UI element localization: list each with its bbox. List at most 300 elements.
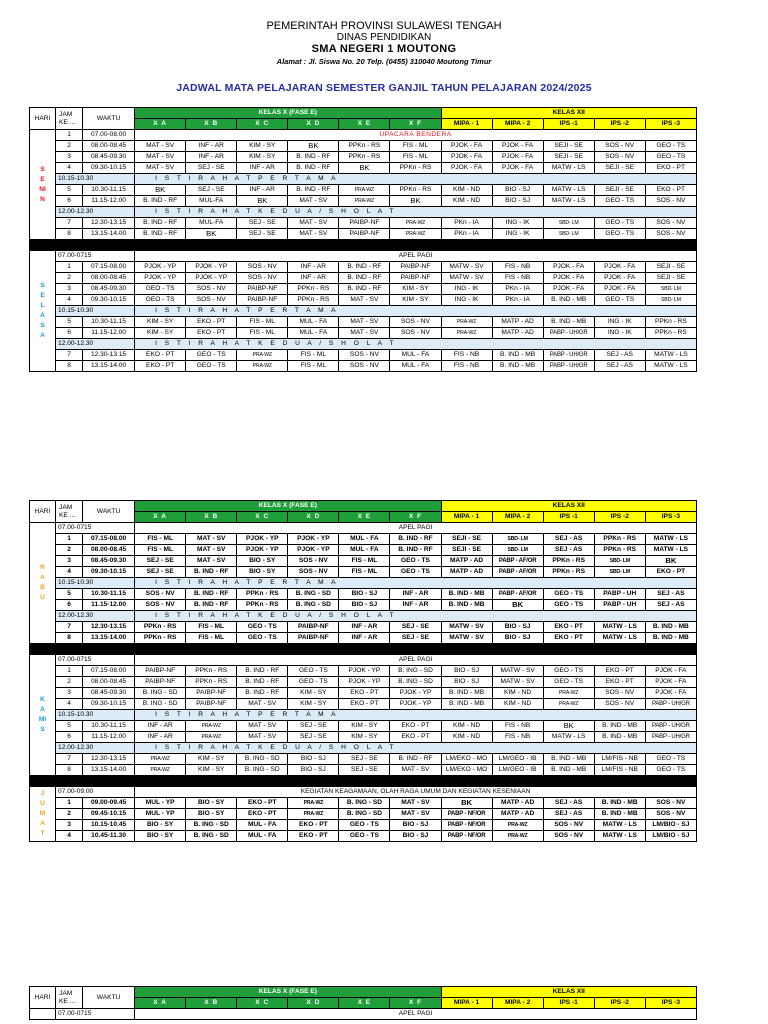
subject-cell: SOS - NV bbox=[339, 350, 390, 361]
subject-cell: MUL - FA bbox=[390, 361, 441, 372]
assembly-row bbox=[30, 787, 697, 798]
subject-cell: INF - AR bbox=[135, 721, 186, 732]
schedule-row bbox=[30, 295, 697, 306]
break-time: 07.00-0715 bbox=[56, 1009, 135, 1020]
header-waktu: WAKTU bbox=[83, 987, 135, 1009]
period-time: 09.30-10.15 bbox=[83, 567, 135, 578]
period-number: 4 bbox=[56, 295, 83, 306]
subject-cell: B. ING - SD bbox=[135, 688, 186, 699]
schedule-row bbox=[30, 545, 697, 556]
subject-cell: PRA-WZ bbox=[186, 732, 237, 743]
subject-cell: FIS - ML bbox=[288, 350, 339, 361]
subject-cell: SOS - NV bbox=[288, 556, 339, 567]
period-time: 10.30-11.15 bbox=[83, 185, 135, 196]
break-label: I S T I R A H A T K E D U A / S H O L A T bbox=[135, 611, 697, 622]
subject-cell: INF - AR bbox=[237, 163, 288, 174]
subject-cell: KIM - SY bbox=[186, 765, 237, 776]
subject-cell: BK bbox=[390, 196, 441, 207]
subject-cell: PJOK - FA bbox=[594, 273, 645, 284]
subject-cell: EKO - PT bbox=[339, 688, 390, 699]
subject-cell: PPKn - RS bbox=[339, 141, 390, 152]
subject-cell: MATW - LS bbox=[543, 196, 594, 207]
subject-cell: B. IND - RF bbox=[135, 218, 186, 229]
day-name: RABU bbox=[40, 564, 45, 601]
subject-cell: GEO - TS bbox=[390, 567, 441, 578]
period-number: 7 bbox=[56, 350, 83, 361]
schedule-title: JADWAL MATA PELAJARAN SEMESTER GANJIL TAHUN PELAJARAN 2024/2025 bbox=[176, 82, 592, 94]
subject-cell: GEO - TS bbox=[237, 622, 288, 633]
subject-cell: PJOK - YP bbox=[135, 273, 186, 284]
subject-cell: PABP - NF/OR bbox=[441, 831, 492, 842]
day-name: SELASA bbox=[40, 282, 45, 339]
subject-cell: MATW - LS bbox=[594, 633, 645, 644]
subject-cell: PJOK - YP bbox=[339, 666, 390, 677]
schedule-row bbox=[30, 185, 697, 196]
subject-cell: ING - IK bbox=[594, 328, 645, 339]
subject-cell: BIO - SJ bbox=[390, 831, 441, 842]
subject-cell: B. IND - RF bbox=[186, 589, 237, 600]
subject-cell: B. IND - MB bbox=[594, 809, 645, 820]
break-time: 10.15-10.30 bbox=[56, 174, 135, 185]
period-number: 8 bbox=[56, 765, 83, 776]
period-number: 6 bbox=[56, 600, 83, 611]
schedule-row bbox=[30, 141, 697, 152]
subject-cell: GEO - TS bbox=[543, 600, 594, 611]
subject-cell: KIM - SY bbox=[339, 732, 390, 743]
subject-cell: BIO - SJ bbox=[492, 622, 543, 633]
subject-cell: SOS - NV bbox=[543, 820, 594, 831]
subject-cell: SEJ - SE bbox=[186, 185, 237, 196]
subject-cell: SEJ - AS bbox=[594, 350, 645, 361]
period-time: 09.45-10.15 bbox=[83, 809, 135, 820]
subject-cell: SOS - NV bbox=[645, 809, 696, 820]
header-kelas-xii: KELAS XII bbox=[441, 108, 696, 119]
period-time: 08.00-08.45 bbox=[83, 545, 135, 556]
subject-cell: SEJ - AS bbox=[543, 809, 594, 820]
subject-cell: PJOK - FA bbox=[543, 273, 594, 284]
header-hari: HARI bbox=[30, 501, 56, 523]
subject-cell: MAT - SV bbox=[390, 798, 441, 809]
subject-cell: BK bbox=[339, 163, 390, 174]
subject-cell: PJOK - FA bbox=[594, 284, 645, 295]
day-name-cell bbox=[30, 251, 56, 372]
subject-cell: PJOK - FA bbox=[492, 141, 543, 152]
break-label: I S T I R A H A T K E D U A / S H O L A T bbox=[135, 743, 697, 754]
subject-cell: LM/BIO - SJ bbox=[645, 820, 696, 831]
break-row bbox=[30, 174, 697, 185]
class-column-header: X B bbox=[186, 998, 237, 1009]
subject-cell: SOS - NV bbox=[594, 688, 645, 699]
subject-cell: PRA-WZ bbox=[135, 765, 186, 776]
break-row bbox=[30, 710, 697, 721]
period-time: 13.15-14.00 bbox=[83, 765, 135, 776]
subject-cell: PRA-WZ bbox=[543, 699, 594, 710]
subject-cell: EKO - PT bbox=[288, 831, 339, 842]
break-label: I S T I R A H A T K E D U A / S H O L A T bbox=[135, 339, 697, 350]
subject-cell: B. IND - MB bbox=[543, 317, 594, 328]
subject-cell: EKO - PT bbox=[339, 699, 390, 710]
subject-cell: PPKn - RS bbox=[186, 666, 237, 677]
subject-cell: SEJI - SE bbox=[645, 273, 696, 284]
subject-cell: GEO - TS bbox=[543, 666, 594, 677]
subject-cell: B. IND - MB bbox=[594, 732, 645, 743]
subject-cell: BIO - SJ bbox=[288, 765, 339, 776]
subject-cell: SOS - NV bbox=[135, 600, 186, 611]
period-time: 12.30-13.15 bbox=[83, 622, 135, 633]
subject-cell: ING - IK bbox=[441, 295, 492, 306]
subject-cell: SEJI - SE bbox=[645, 262, 696, 273]
period-number: 4 bbox=[56, 831, 83, 842]
subject-cell: PKn - IA bbox=[441, 229, 492, 240]
subject-cell: PPKn - RS bbox=[237, 600, 288, 611]
ceremony-row bbox=[30, 130, 697, 141]
class-column-header: IPS -1 bbox=[543, 998, 594, 1009]
subject-cell: B. IND - RF bbox=[186, 567, 237, 578]
period-time: 13.15-14.00 bbox=[83, 633, 135, 644]
subject-cell: FIS - NB bbox=[492, 262, 543, 273]
subject-cell: SOS - NV bbox=[237, 262, 288, 273]
period-time: 10.15-10.45 bbox=[83, 820, 135, 831]
subject-cell: MUL - FA bbox=[390, 350, 441, 361]
period-number: 7 bbox=[56, 218, 83, 229]
class-column-header: MIPA - 1 bbox=[441, 512, 492, 523]
period-time: 07.15-08.00 bbox=[83, 666, 135, 677]
period-number: 1 bbox=[56, 130, 83, 141]
subject-cell: MUL - FA bbox=[237, 831, 288, 842]
period-time: 11.15-12.00 bbox=[83, 732, 135, 743]
period-time: 08.00-08.45 bbox=[83, 141, 135, 152]
subject-cell: PRA-WZ bbox=[237, 350, 288, 361]
subject-cell: B. IND - MB bbox=[543, 295, 594, 306]
break-time: 12.00-12.30 bbox=[56, 743, 135, 754]
period-number: 2 bbox=[56, 545, 83, 556]
period-number: 5 bbox=[56, 589, 83, 600]
subject-cell: MATW - LS bbox=[594, 622, 645, 633]
period-number: 5 bbox=[56, 185, 83, 196]
subject-cell: FIS - NB bbox=[492, 273, 543, 284]
day-name-cell bbox=[30, 655, 56, 776]
subject-cell: PAIBP-NF bbox=[390, 262, 441, 273]
subject-cell: SEJ - SE bbox=[237, 229, 288, 240]
subject-cell: PAIBP-NF bbox=[339, 229, 390, 240]
subject-cell: MATW - LS bbox=[543, 185, 594, 196]
day-name-cell bbox=[30, 130, 56, 240]
schedule-row bbox=[30, 196, 697, 207]
subject-cell: KIM - ND bbox=[492, 699, 543, 710]
day-name-cell bbox=[30, 523, 56, 644]
subject-cell: B. IND - RF bbox=[237, 688, 288, 699]
subject-cell: FIS - ML bbox=[390, 141, 441, 152]
subject-cell: FIS - ML bbox=[135, 534, 186, 545]
period-time: 13.15-14.00 bbox=[83, 361, 135, 372]
break-label: I S T I R A H A T P E R T A M A bbox=[135, 578, 697, 589]
subject-cell: EKO - PT bbox=[237, 809, 288, 820]
class-column-header: IPS -2 bbox=[594, 998, 645, 1009]
subject-cell: ING - IK bbox=[441, 284, 492, 295]
subject-cell: B. ING - SD bbox=[390, 677, 441, 688]
subject-cell: KIM - SY bbox=[339, 721, 390, 732]
subject-cell: MAT - SV bbox=[390, 809, 441, 820]
subject-cell: KIM - SY bbox=[288, 699, 339, 710]
period-number: 3 bbox=[56, 284, 83, 295]
subject-cell: PJOK - YP bbox=[339, 677, 390, 688]
subject-cell: GEO - TS bbox=[186, 361, 237, 372]
subject-cell: PAIBP-NF bbox=[186, 688, 237, 699]
schedule-row bbox=[30, 677, 697, 688]
subject-cell: PPKn - RS bbox=[288, 284, 339, 295]
class-column-header: IPS -1 bbox=[543, 119, 594, 130]
subject-cell: SEJ - AS bbox=[543, 534, 594, 545]
subject-cell: B. IND - RF bbox=[288, 152, 339, 163]
subject-cell: PJOK - FA bbox=[441, 141, 492, 152]
subject-cell: PRA-WZ bbox=[288, 798, 339, 809]
subject-cell: PRA-WZ bbox=[339, 185, 390, 196]
period-time: 10.30-11.15 bbox=[83, 721, 135, 732]
period-number: 4 bbox=[56, 699, 83, 710]
subject-cell: PJOK - YP bbox=[186, 262, 237, 273]
schedule-table bbox=[29, 107, 697, 372]
subject-cell: PJOK - YP bbox=[390, 688, 441, 699]
subject-cell: MUL - YP bbox=[135, 809, 186, 820]
subject-cell: SEJ - SE bbox=[339, 765, 390, 776]
subject-cell: PPKn - RS bbox=[135, 622, 186, 633]
subject-cell: B. IND - RF bbox=[135, 229, 186, 240]
day-name-cell bbox=[30, 787, 56, 842]
subject-cell: GEO - TS bbox=[339, 820, 390, 831]
subject-cell: PJOK - FA bbox=[492, 152, 543, 163]
break-label: I S T I R A H A T P E R T A M A bbox=[135, 174, 697, 185]
subject-cell: BIO - SJ bbox=[492, 633, 543, 644]
subject-cell: MUL - FA bbox=[237, 820, 288, 831]
break-label: I S T I R A H A T P E R T A M A bbox=[135, 710, 697, 721]
class-column-header: X D bbox=[288, 998, 339, 1009]
subject-cell: SOS - NV bbox=[186, 295, 237, 306]
subject-cell: EKO - PT bbox=[390, 732, 441, 743]
subject-cell: MATP - AD bbox=[492, 809, 543, 820]
subject-cell: EKO - PT bbox=[594, 677, 645, 688]
subject-cell: MUL - FA bbox=[339, 545, 390, 556]
subject-cell: GEO - TS bbox=[645, 152, 696, 163]
subject-cell: SBD- LM bbox=[594, 556, 645, 567]
class-column-header: IPS -3 bbox=[645, 512, 696, 523]
schedule-row bbox=[30, 328, 697, 339]
subject-cell: BIO - SJ bbox=[339, 589, 390, 600]
subject-cell: KIM - SY bbox=[237, 141, 288, 152]
subject-cell: PABP - UH/GR bbox=[543, 328, 594, 339]
subject-cell: FIS - NB bbox=[441, 350, 492, 361]
subject-cell: BK bbox=[135, 185, 186, 196]
subject-cell: KIM - ND bbox=[441, 185, 492, 196]
subject-cell: PABP - UH/GR bbox=[543, 350, 594, 361]
period-number: 8 bbox=[56, 229, 83, 240]
subject-cell: PPKn - RS bbox=[390, 185, 441, 196]
period-number: 2 bbox=[56, 809, 83, 820]
subject-cell: PAIBP-NF bbox=[237, 295, 288, 306]
header-jam: JAM KE ... bbox=[56, 987, 83, 1009]
assembly-label: APEL PAGI bbox=[135, 655, 697, 666]
subject-cell: EKO - PT bbox=[645, 567, 696, 578]
period-time: 12.30-13.15 bbox=[83, 754, 135, 765]
subject-cell: B. IND - RF bbox=[288, 163, 339, 174]
schedule-row bbox=[30, 262, 697, 273]
subject-cell: BIO - SJ bbox=[441, 666, 492, 677]
subject-cell: FIS - ML bbox=[339, 556, 390, 567]
subject-cell: GEO - TS bbox=[390, 556, 441, 567]
schedule-row bbox=[30, 831, 697, 842]
break-time: 12.00-12.30 bbox=[56, 611, 135, 622]
schedule-row bbox=[30, 732, 697, 743]
subject-cell: EKO - PT bbox=[594, 666, 645, 677]
subject-cell: BK bbox=[288, 141, 339, 152]
subject-cell: B. IND - MB bbox=[645, 622, 696, 633]
subject-cell: PJOK - FA bbox=[645, 677, 696, 688]
subject-cell: PPKn - RS bbox=[339, 152, 390, 163]
period-number: 1 bbox=[56, 262, 83, 273]
subject-cell: PRA-WZ bbox=[288, 809, 339, 820]
subject-cell: B. IND - RF bbox=[390, 534, 441, 545]
subject-cell: MAT - SV bbox=[186, 556, 237, 567]
subject-cell: SEJ - AS bbox=[594, 361, 645, 372]
subject-cell: SEJ - SE bbox=[288, 721, 339, 732]
subject-cell: GEO - TS bbox=[594, 229, 645, 240]
schedule-row bbox=[30, 820, 697, 831]
subject-cell: PPKn - RS bbox=[543, 567, 594, 578]
class-column-header: X E bbox=[339, 512, 390, 523]
subject-cell: B. IND - RF bbox=[186, 600, 237, 611]
break-time: 12.00-12.30 bbox=[56, 207, 135, 218]
subject-cell: PKn - IA bbox=[492, 284, 543, 295]
subject-cell: BIO - SY bbox=[186, 809, 237, 820]
subject-cell: MUL-FA bbox=[186, 196, 237, 207]
subject-cell: SBD- LM bbox=[543, 218, 594, 229]
subject-cell: MAT - SV bbox=[237, 721, 288, 732]
subject-cell: B. IND - MB bbox=[492, 361, 543, 372]
subject-cell: B. IND - RF bbox=[339, 273, 390, 284]
schedule-row bbox=[30, 163, 697, 174]
ceremony-label: UPACARA BENDERA bbox=[135, 130, 697, 141]
subject-cell: MATW - LS bbox=[645, 534, 696, 545]
schedule-row bbox=[30, 765, 697, 776]
subject-cell: PPKn - RS bbox=[186, 677, 237, 688]
subject-cell: SOS - NV bbox=[390, 328, 441, 339]
subject-cell: GEO - TS bbox=[645, 754, 696, 765]
subject-cell: PJOK - YP bbox=[237, 534, 288, 545]
subject-cell: SEJ - SE bbox=[390, 622, 441, 633]
subject-cell: B. IND - RF bbox=[390, 545, 441, 556]
subject-cell: LM/EKO - MO bbox=[441, 765, 492, 776]
subject-cell: PAIBP-NF bbox=[288, 633, 339, 644]
period-number: 5 bbox=[56, 317, 83, 328]
subject-cell: MATW - SV bbox=[492, 677, 543, 688]
subject-cell: B. IND - RF bbox=[288, 185, 339, 196]
subject-cell: SOS - NV bbox=[288, 567, 339, 578]
subject-cell: MAT - SV bbox=[339, 295, 390, 306]
schedule-table bbox=[29, 500, 697, 842]
period-number: 3 bbox=[56, 820, 83, 831]
schedule-row bbox=[30, 589, 697, 600]
assembly-row bbox=[30, 523, 697, 534]
subject-cell: FIS - ML bbox=[186, 633, 237, 644]
class-column-header: X B bbox=[186, 512, 237, 523]
header-hari: HARI bbox=[30, 987, 56, 1009]
schedule-row bbox=[30, 567, 697, 578]
subject-cell: PJOK - YP bbox=[135, 262, 186, 273]
subject-cell: KIM - SY bbox=[237, 152, 288, 163]
day-divider bbox=[30, 776, 697, 787]
subject-cell: EKO - PT bbox=[135, 361, 186, 372]
period-number: 8 bbox=[56, 361, 83, 372]
subject-cell: FIS - ML bbox=[237, 328, 288, 339]
subject-cell: MATW - SV bbox=[441, 273, 492, 284]
schedule-row bbox=[30, 361, 697, 372]
class-column-header: X D bbox=[288, 119, 339, 130]
schedule-row bbox=[30, 809, 697, 820]
subject-cell: KIM - SY bbox=[390, 295, 441, 306]
subject-cell: GEO - TS bbox=[288, 677, 339, 688]
period-number: 3 bbox=[56, 152, 83, 163]
break-row bbox=[30, 339, 697, 350]
subject-cell: MATW - SV bbox=[492, 666, 543, 677]
subject-cell: PPKn - RS bbox=[237, 589, 288, 600]
subject-cell: PKn - IA bbox=[441, 218, 492, 229]
period-number: 6 bbox=[56, 732, 83, 743]
break-time: 07.00-0715 bbox=[56, 251, 135, 262]
subject-cell: SEJ - SE bbox=[135, 567, 186, 578]
subject-cell: PRA-WZ bbox=[135, 754, 186, 765]
break-time: 07.00-09.00 bbox=[56, 787, 135, 798]
period-number: 1 bbox=[56, 534, 83, 545]
subject-cell: KIM - SY bbox=[186, 754, 237, 765]
subject-cell: SEJI - SE bbox=[594, 185, 645, 196]
subject-cell: PPKn - RS bbox=[594, 534, 645, 545]
subject-cell: MUL - FA bbox=[288, 317, 339, 328]
subject-cell: SOS - NV bbox=[645, 798, 696, 809]
subject-cell: SEJ - SE bbox=[186, 163, 237, 174]
subject-cell: PABP - UH/GR bbox=[543, 361, 594, 372]
header-department: DINAS PENDIDIKAN bbox=[336, 32, 432, 43]
subject-cell: PPKn - RS bbox=[288, 295, 339, 306]
break-time: 10.15-10.30 bbox=[56, 710, 135, 721]
subject-cell: PJOK - YP bbox=[237, 545, 288, 556]
subject-cell: PJOK - FA bbox=[594, 262, 645, 273]
subject-cell: SOS - NV bbox=[543, 831, 594, 842]
subject-cell: INF - AR bbox=[135, 732, 186, 743]
schedule-row bbox=[30, 754, 697, 765]
subject-cell: MUL - FA bbox=[288, 328, 339, 339]
subject-cell: SBD- LM bbox=[645, 284, 696, 295]
subject-cell: BIO - SJ bbox=[492, 196, 543, 207]
subject-cell: BK bbox=[441, 798, 492, 809]
subject-cell: EKO - PT bbox=[645, 185, 696, 196]
subject-cell: B. ING - SD bbox=[288, 589, 339, 600]
assembly-row bbox=[30, 655, 697, 666]
period-time: 09.30-10.15 bbox=[83, 295, 135, 306]
subject-cell: EKO - PT bbox=[237, 798, 288, 809]
subject-cell: SEJ - SE bbox=[237, 218, 288, 229]
subject-cell: BIO - SY bbox=[186, 798, 237, 809]
subject-cell: KIM - SY bbox=[135, 317, 186, 328]
subject-cell: PAIBP-NF bbox=[390, 273, 441, 284]
subject-cell: KIM - SY bbox=[390, 284, 441, 295]
subject-cell: FIS - NB bbox=[441, 361, 492, 372]
period-number: 5 bbox=[56, 721, 83, 732]
assembly-row bbox=[30, 251, 697, 262]
subject-cell: MAT - SV bbox=[339, 317, 390, 328]
day-name-cell bbox=[30, 1009, 56, 1020]
schedule-row bbox=[30, 721, 697, 732]
subject-cell: EKO - PT bbox=[288, 820, 339, 831]
subject-cell: BIO - SJ bbox=[441, 677, 492, 688]
